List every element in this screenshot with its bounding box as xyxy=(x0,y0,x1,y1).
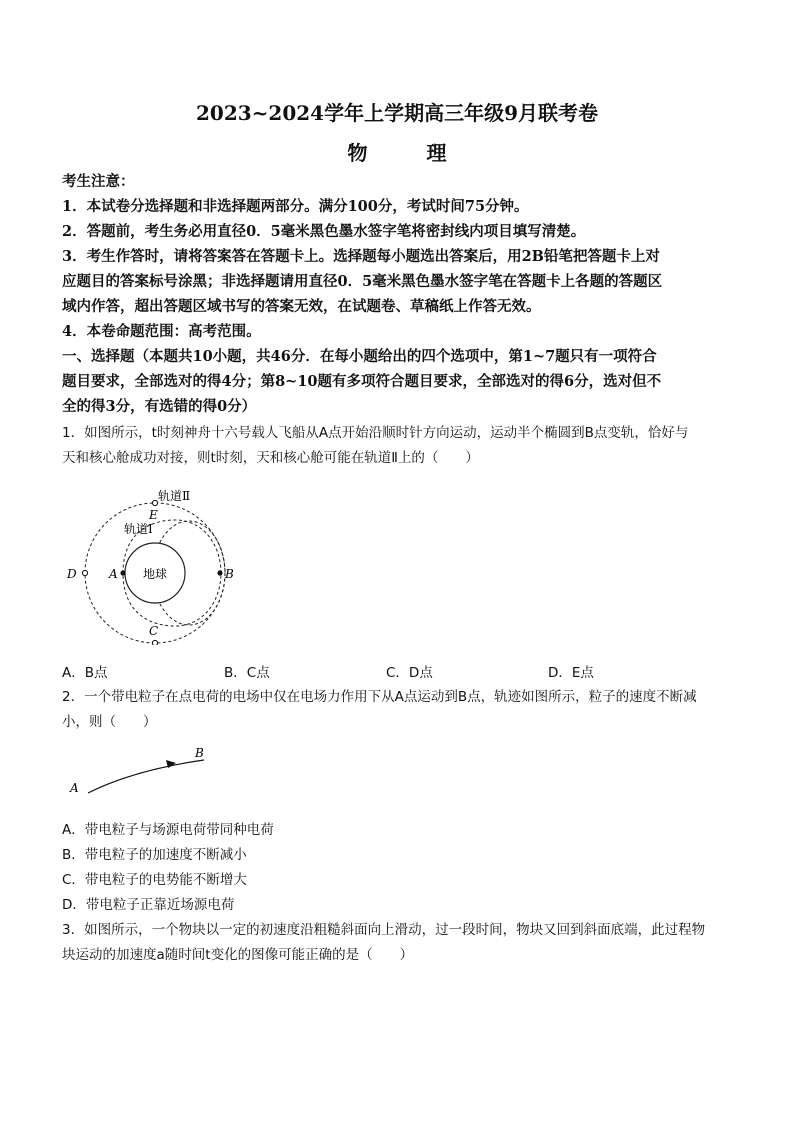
q1-option-d: D．E点 xyxy=(548,665,594,681)
q2-option-c: C．带电粒子的电势能不断增大 xyxy=(62,872,247,888)
q2-line-2: 小，则（ ） xyxy=(62,714,157,730)
earth-label: 地球 xyxy=(143,567,168,581)
notice-line-4: 应题目的答案标号涂黑；非选择题请用直径0．5毫米黑色墨水签字笔在答题卡上各题的答题区 xyxy=(62,273,663,290)
q3-line-2: 块运动的加速度a随时间t变化的图像可能正确的是（ ） xyxy=(62,947,414,963)
subject-title: 物 理 xyxy=(347,141,473,165)
point-c-label: C xyxy=(149,624,159,638)
q1-option-b: B．C点 xyxy=(224,665,270,681)
notice-line-3: 3．考生作答时，请将答案答在答题卡上。选择题每小题选出答案后，用2B铅笔把答题卡上对 xyxy=(62,248,660,265)
point-d-marker xyxy=(82,570,87,575)
orbit-1-label: 轨道Ⅰ xyxy=(124,522,153,536)
q1-option-c: C．D点 xyxy=(386,665,433,681)
exam-title: 2023~2024学年上学期高三年级9月联考卷 xyxy=(195,101,598,125)
point-e-label: E xyxy=(149,508,158,522)
notice-heading: 考生注意： xyxy=(62,173,135,190)
q2-option-a: A．带电粒子与场源电荷带同种电荷 xyxy=(62,822,274,838)
point-b-dot xyxy=(217,570,222,575)
q1-line-2: 天和核心舱成功对接，则t时刻，天和核心舱可能在轨道Ⅱ上的（ ） xyxy=(62,450,479,466)
q1-option-a: A．B点 xyxy=(62,665,108,681)
orbit-2-label: 轨道Ⅱ xyxy=(158,489,191,503)
point-a-label: A xyxy=(109,567,118,581)
q2-option-d: D．带电粒子正靠近场源电荷 xyxy=(62,897,235,913)
q2-option-b: B．带电粒子的加速度不断减小 xyxy=(62,847,247,863)
q1-orbit-figure xyxy=(60,485,250,645)
q2-point-b-label: B xyxy=(195,746,204,760)
point-e-marker xyxy=(152,500,157,505)
point-a-dot xyxy=(120,570,125,575)
point-d-label: D xyxy=(67,567,77,581)
trajectory-curve xyxy=(88,760,204,793)
q3-line-1: 3．如图所示，一个物块以一定的初速度沿粗糙斜面向上滑动，过一段时间，物块又回到斜面底端，此过程物 xyxy=(62,922,706,938)
section1-line-1: 一、选择题（本题共10小题，共46分．在每小题给出的四个选项中，第1~7题只有一项符合 xyxy=(62,348,657,365)
q2-trajectory-figure xyxy=(62,742,222,800)
q2-line-1: 2．一个带电粒子在点电荷的电场中仅在电场力作用下从A点运动到B点，轨迹如图所示，粒子的速度不断减 xyxy=(62,689,697,705)
q1-line-1: 1．如图所示，t时刻神舟十六号载人飞船从A点开始沿顺时针方向运动，运动半个椭圆到B点变轨，恰好与 xyxy=(62,425,689,441)
notice-line-5: 域内作答，超出答题区域书写的答案无效，在试题卷、草稿纸上作答无效。 xyxy=(62,298,541,315)
point-b-label: B xyxy=(225,567,234,581)
q2-point-a-label: A xyxy=(70,781,79,795)
point-c-marker xyxy=(152,640,157,645)
section1-line-2: 题目要求，全部选对的得4分；第8~10题有多项符合题目要求，全部选对的得6分，选对但不 xyxy=(62,373,662,390)
notice-line-6: 4．本卷命题范围：高考范围。 xyxy=(62,323,261,340)
notice-line-1: 1．本试卷分选择题和非选择题两部分。满分100分，考试时间75分钟。 xyxy=(62,198,529,215)
section1-line-3: 全的得3分，有选错的得0分） xyxy=(62,398,257,415)
notice-line-2: 2．答题前，考生务必用直径0．5毫米黑色墨水签字笔将密封线内项目填写清楚。 xyxy=(62,223,586,240)
